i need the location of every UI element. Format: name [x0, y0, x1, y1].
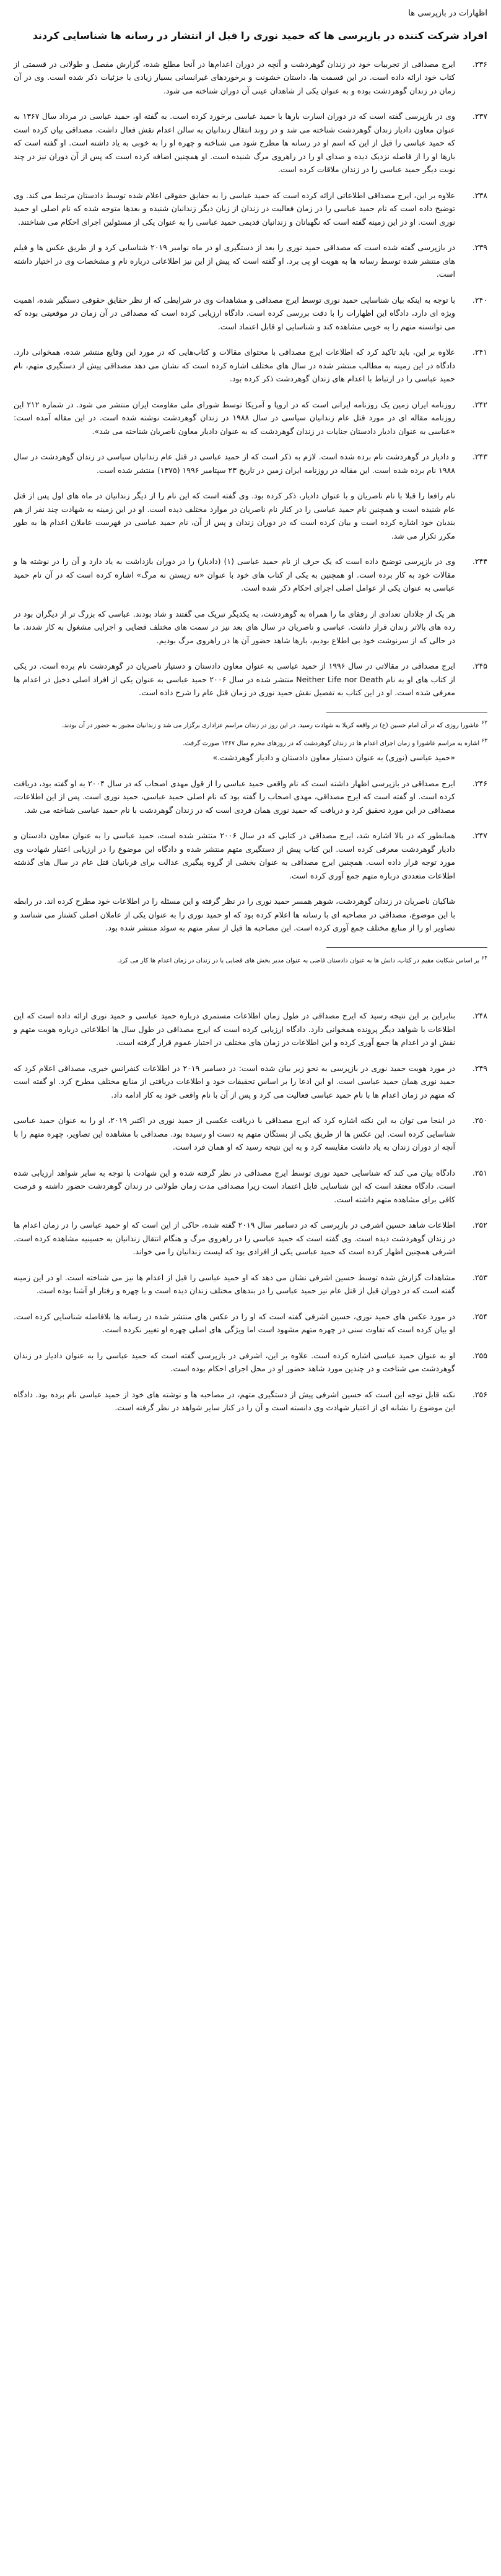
paragraph-text: وی در بازپرسی توضیح داده است که یک حرف از نام حمید عباسی (۱) (دادیار) را در دوران بازداشت به یاد دارد و آن را در نوشته ها و مقالات خود به کار برده است. او همچنین به یکی از کتاب های خود با عنوان «نه زیستن نه مرگ» اشاره کرده است که در آن نام حمید عباسی به عنوان یکی از عوامل اصلی اجرای احکام ذکر شده است. [14, 557, 455, 593]
paragraph-number: ۲۵۱. [472, 1168, 487, 1177]
paragraph [14, 1009, 487, 1049]
paragraph [14, 659, 487, 700]
footnote-number: ۶۲ [481, 719, 487, 726]
paragraph-text: در اینجا می توان به این نکته اشاره کرد که ایرج مصداقی با دریافت عکسی از حمید نوری در اکتبر ۲۰۱۹، او را به عنوان حمید عباسی شناسایی کرده است. این عکس ها از طریق یکی از بستگان متهم به دست او رسیده بود. مصداقی با مشاهده این تصاویر، چهره متهم را با آنچه از دوران زندان به یاد داشت مقایسه کرد و به این نتیجه رسید که او همان فرد است. [14, 1116, 455, 1152]
paragraph-number: ۲۵۴. [472, 1311, 487, 1321]
footnote-number: ۶۳ [481, 737, 487, 744]
paragraph [14, 1310, 487, 1337]
paragraph-block-3 [14, 1009, 487, 1415]
paragraph-text: اطلاعات شاهد حسین اشرفی در بازپرسی که در دسامبر سال ۲۰۱۹ گفته شده، حاکی از این است که او حمید عباسی را در زمان اعدام ها در زندان گوهردشت دیده است. وی گفته است که حمید عباسی را در راهروی مرگ و هنگام انتقال زندانیان به حسینیه مشاهده کرده است. اشرفی همچنین اظهار کرده است که حمید عباسی یکی از افرادی بود که لیست زندانیان را می خواند. [14, 1220, 455, 1257]
paragraph-text: در مورد عکس های حمید نوری، حسین اشرفی گفته است که او را در عکس های منتشر شده در رسانه ها بلافاصله شناسایی کرده است. او بیان کرده است که تفاوت سنی در چهره متهم مشهود است اما ویژگی های اصلی چهره او تغییر نکرده است. [14, 1311, 455, 1335]
running-head: اظهارات در بازپرسی ها [408, 9, 487, 18]
paragraph [14, 1271, 487, 1298]
paragraph-text: با توجه به اینکه بیان شناسایی حمید نوری توسط ایرج مصداقی و مشاهدات وی در شرایطی که از نظر حقایق حقوقی دستگیر شده، اهمیت ویژه ای دارد، دادگاه این اظهارات را با دقت بررسی کرده است. دادگاه ارزیابی کرده است که مصداقی در آن زمان در موقعیتی بوده که می توانسته متهم را به خوبی مشاهده کند و شناسایی او قابل اعتماد است. [14, 295, 455, 331]
paragraph [14, 1166, 487, 1207]
quote: «حمید عباسی (نوری) به عنوان دستیار معاون دادستان و دادیار گوهردشت.» [212, 753, 455, 763]
paragraph-text: نکته قابل توجه این است که حسین اشرفی پیش از دستگیری متهم، در مصاحبه ها و نوشته های خود از حمید عباسی نام برده بود. دادگاه این موضوع را نشانه ای از اعتبار شهادت وی دانسته است و آن را در کنار سایر شواهد در نظر گرفته است. [14, 1389, 455, 1413]
footnote-text: اشاره به مراسم عاشورا و زمان اجرای اعدام ها در زندان گوهردشت که در روزهای محرم سال ۱۳۶۷ صورت گرفت. [183, 740, 480, 747]
footnote [14, 737, 487, 748]
paragraph-number: ۲۴۰. [472, 295, 487, 305]
footnote [14, 719, 487, 731]
paragraph [14, 489, 487, 542]
footnotes-block-1 [14, 719, 487, 749]
paragraph-number: ۲۴۳. [472, 452, 487, 462]
paragraph [14, 895, 487, 935]
paragraph-number: ۲۴۶. [472, 778, 487, 788]
paragraph-block-2 [14, 777, 487, 935]
paragraph [14, 58, 487, 98]
paragraph-number: ۲۳۸. [472, 190, 487, 200]
paragraph-number: ۲۵۲. [472, 1220, 487, 1230]
paragraph-text: نام رافعا را قبلا با نام ناصریان و با عنوان دادیار، ذکر کرده بود. وی گفته است که این نام را از دیگر زندانیان در ماه های اول پس از قتل عام شنیده است و همچنین نام حمید عباسی را در کنار نام ناصریان در موارد مختلف دیده است. او در این زمینه به شهادت چند نفر از هم بندیان خود اشاره کرده است و بیان کرده است که در دوران زندان و پس از آن، نام حمید عباسی در فهرست عاملان اعدام ها به طور مکرر تکرار می شد. [14, 491, 455, 540]
paragraph [14, 450, 487, 477]
paragraph [14, 1218, 487, 1259]
paragraph [14, 110, 487, 176]
paragraph-number: ۲۴۲. [472, 399, 487, 409]
paragraph [14, 777, 487, 817]
footnote-divider-2 [326, 947, 487, 948]
paragraph-text: علاوه بر این، ایرج مصداقی اطلاعاتی ارائه کرده است که حمید عباسی را به حقایق حقوقی اعلام شده توسط دادستان مرتبط می کند. وی توضیح داده است که نام حمید عباسی را در زمان فعالیت در زندان از زبان دیگر زندانیان شنیده و بعدها متوجه شده که نام اصلی او حمید نوری است. او در این زمینه گفته است که نگهبانان و زندانیان قدیمی حمید عباسی را به عنوان یکی از مسئولین اجرای احکام می شناختند. [14, 190, 455, 227]
paragraph-text: دادگاه بیان می کند که شناسایی حمید نوری توسط ایرج مصداقی در نظر گرفته شده و این شهادت با توجه به سایر شواهد ارزیابی شده است. دادگاه معتقد است که این شناسایی قابل اعتماد است زیرا مصداقی مدت زمان طولانی در زندان گوهردشت حضور داشته و فرصت کافی برای مشاهده متهم داشته است. [14, 1168, 455, 1204]
paragraph-text: و دادیار در گوهردشت نام برده شده است. لازم به ذکر است که از حمید عباسی در قتل عام زندانیان سیاسی در زندان گوهردشت در سال ۱۹۸۸ نام برده شده است. این مقاله در روزنامه ایران زمین در تاریخ ۲۳ سپتامبر ۱۹۹۶ (۱۳۷۵) منتشر شده است. [14, 452, 455, 475]
paragraph-number: ۲۴۵. [472, 661, 487, 671]
paragraph-number: ۲۳۷. [472, 111, 487, 121]
paragraph [14, 293, 487, 334]
paragraph-number: ۲۳۹. [472, 243, 487, 253]
paragraph [14, 398, 487, 438]
paragraph-text: در بازپرسی گفته شده است که مصداقی حمید نوری را بعد از دستگیری او در ماه نوامبر ۲۰۱۹ شناسایی کرد و از طریق عکس ها و فیلم های منتشر شده توسط رسانه ها به هویت او پی برد. او گفته است که پیش از این نیز اطلاعاتی درباره نام و مشخصات وی در اختیار داشته است. [14, 243, 455, 279]
footnote-number: ۶۴ [481, 955, 487, 961]
footnote-text: عاشورا روزی که در آن امام حسین (ع) در واقعه کربلا به شهادت رسید. در این روز در زندان مراسم عزاداری برگزار می شد و زندانیان مجبور به حضور در آن بودند. [62, 721, 480, 729]
paragraph-number: ۲۴۸. [472, 1011, 487, 1021]
footnote [14, 954, 487, 966]
paragraph-number: ۲۴۹. [472, 1063, 487, 1073]
paragraph-number: ۲۳۶. [472, 59, 487, 69]
paragraph-number: ۲۵۰. [472, 1116, 487, 1125]
section-title: افراد شرکت کننده در بازپرسی ها که حمید نوری را قبل از انتشار در رسانه ها شناسایی کردند [32, 30, 487, 41]
paragraph-number: ۲۴۷. [472, 831, 487, 841]
paragraph [14, 189, 487, 229]
footnote-text: بر اساس شکایت مقیم در کتاب، دانش ها به عنوان دادستان قاضی به عنوان مدیر بخش های قضایی یا در زندان در زمان اعدام ها کار می کرد. [117, 957, 480, 965]
paragraph-text: شاکیان ناصریان در زندان گوهردشت، شوهر همسر حمید نوری را در نظر گرفته و این مسئله را در اطلاعات خود مطرح کرده اند. در رابطه با این موضوع، مصداقی در مصاحبه ای با رسانه ها اعلام کرده بود که او حمید نوری را به عنوان یکی از عاملان اصلی کشتار می شناسد و تصاویر او را از منابع مختلف جمع آوری کرده است. این مصاحبه ها قبل از سفر متهم به سوئد منتشر شده بود. [14, 896, 455, 933]
paragraph [14, 1114, 487, 1154]
paragraph [14, 1349, 487, 1376]
paragraph [14, 1062, 487, 1102]
paragraph-text: هر یک از جلادان تعدادی از رفقای ما را همراه به گوهردشت، به یکدیگر تبریک می گفتند و شاد بودند. عباسی که بزرگ تر از دیگران بود در رده های بالاتر زندان قرار داشت. عباسی و ناصریان در سال های بعد نیز در سمت های مختلف قضایی و اجرایی مشغول به کار شدند. ما در حالی که از سرنوشت خود بی اطلاع بودیم، بارها شاهد حضور آن ها در راهروی مرگ بودیم. [14, 609, 455, 645]
paragraph [14, 607, 487, 648]
paragraph [14, 345, 487, 386]
paragraph-number: ۲۵۳. [472, 1272, 487, 1282]
paragraph [14, 829, 487, 882]
paragraph-block-1 [14, 58, 487, 700]
paragraph-text: وی در بازپرسی گفته است که در دوران اسارت بارها با حمید عباسی برخورد کرده است. به گفته او، حمید عباسی در مرداد سال ۱۳۶۷ به عنوان معاون دادیار زندان گوهردشت شناخته می شد و در روند انتقال زندانیان به سالن اعدام نقش فعال داشت. مصداقی بیان کرده است که حمید عباسی را قبل از این که اسم او در رسانه ها مطرح شود می شناخته و چهره او را به خوبی به یاد داشته است. او گفته است که بارها او را از فاصله نزدیک دیده و صدای او را در راهروی مرگ شنیده است. او همچنین اضافه کرده است که پس از آن دوران نیز در چند نوبت دیگر حمید عباسی را در زندان ملاقات کرده است. [14, 111, 456, 175]
footnote-divider [326, 712, 487, 713]
paragraph-text: بنابراین بر این نتیجه رسید که ایرج مصداقی در طول زمان اطلاعات مستمری درباره حمید عباسی و حمید نوری ارائه داده است که این اطلاعات با شواهد دیگر پرونده همخوانی دارد. دادگاه ارزیابی کرده است که ایرج مصداقی در طول سال ها اطلاعاتی درباره هویت متهم و نقش او در اعدام ها جمع آوری کرده و این اطلاعات در زمان های مختلف در اختیار عموم قرار گرفته است. [14, 1011, 455, 1047]
paragraph-text: او به عنوان حمید عباسی اشاره کرده است. علاوه بر این، اشرفی در بازپرسی گفته است که حمید عباسی را به عنوان دادیار در زندان گوهردشت می شناخت و در چندین مورد شاهد حضور او در محل اجرای احکام بوده است. [14, 1350, 455, 1374]
paragraph-text: مشاهدات گزارش شده توسط حسین اشرفی نشان می دهد که او حمید عباسی را قبل از اعدام ها نیز می شناخته است. او در این زمینه گفته است که در دوران قبل از قتل عام نیز حمید عباسی را در بندهای مختلف زندان دیده است و با چهره و رفتار او آشنا بوده است. [14, 1272, 455, 1296]
paragraph-text: روزنامه ایران زمین یک روزنامه ایرانی است که در اروپا و آمریکا توسط شورای ملی مقاومت ایران منتشر می شود. در شماره ۲۱۲ این روزنامه مقاله ای در مورد قتل عام زندانیان سیاسی در سال ۱۹۸۸ در زندان گوهردشت نوشته شده است. در این مقاله آمده است: «عباسی به عنوان دادیار دادستان جنایات در زندان گوهردشت که به عنوان دادیار معاون ناصریان شناخته می شد». [14, 399, 456, 436]
paragraph-number: ۲۵۶. [472, 1389, 487, 1399]
footnotes-block-2 [14, 954, 487, 966]
paragraph [14, 241, 487, 281]
paragraph-text: همانطور که در بالا اشاره شد، ایرج مصداقی در کتابی که در سال ۲۰۰۶ منتشر شده است، حمید عباسی را به عنوان معاون دادستان و دادیار گوهردشت معرفی کرده است. این کتاب پیش از دستگیری متهم منتشر شده و دادگاه این موضوع را در ارزیابی اعتبار شهادت وی مورد توجه قرار داده است. همچنین ایرج مصداقی به عنوان بخشی از گروه پیگیری عدالت برای قربانیان قتل عام در سال های گذشته اطلاعات متعددی درباره متهم جمع آوری کرده است. [14, 831, 456, 880]
paragraph-text: ایرج مصداقی از تجربیات خود در زندان گوهردشت و آنچه در دوران اعدام‌ها در آنجا مطلع شده، گزارش مفصل و طولانی در قسمتی از کتاب خود ارائه داده است. در این قسمت ها، داستان خشونت و برخوردهای غیرانسانی بسیار زیادی با جزئیات ذکر شده است. وی در آن زمان در زندان گوهردشت بوده و به عنوان یکی از شاهدان عینی آن دوران شناخته می شود. [14, 59, 455, 95]
paragraph [14, 555, 487, 595]
paragraph-number: ۲۴۱. [472, 347, 487, 357]
paragraph-number: ۲۵۵. [472, 1350, 487, 1360]
paragraph-text: ایرج مصداقی در مقالاتی در سال ۱۹۹۶ از حمید عباسی به عنوان معاون دادستان و دستیار ناصریان در گوهردشت نام برده است. در یکی از کتاب های او به نام Neither Life nor Death منتشر شده در سال ۲۰۰۶ حمید عباسی به عنوان یکی از افراد اصلی دخیل در اعدام ها معرفی شده است. او در این کتاب به تفصیل نقش حمید نوری در زمان قتل عام را شرح داده است. [14, 661, 455, 698]
paragraph-number: ۲۴۴. [472, 557, 487, 566]
paragraph-text: علاوه بر این، باید تاکید کرد که اطلاعات ایرج مصداقی با محتوای مقالات و کتاب‌هایی که در مورد این وقایع منتشر شده، همخوانی دارد. دادگاه در این زمینه به مطالب منتشر شده در سال های مختلف اشاره کرده است که نشان می دهد مصداقی پیش از دستگیری متهم، نام حمید عباسی را در ارتباط با اعدام های زندان گوهردشت ذکر کرده بود. [14, 347, 455, 384]
paragraph-text: ایرج مصداقی در بازپرسی اظهار داشته است که نام واقعی حمید عباسی را از قول مهدی اصحاب که در سال ۲۰۰۴ به او گفته بود، دریافت کرده است. او گفته است که ایرج مصداقی، مهدی اصحاب را گفته بود که نام اصلی حمید عباسی، حمید نوری است. پس از این اطلاعات، مصداقی در این مورد تحقیق کرد و دریافت که حمید نوری همان فردی است که در زندان گوهردشت با نام حمید عباسی شناخته می شد. [14, 778, 455, 815]
page-break [14, 972, 487, 1009]
paragraph-text: در مورد هویت حمید نوری در بازپرسی به نحو زیر بیان شده است: در دسامبر ۲۰۱۹ در اطلاعات کنفرانس خبری، مصداقی اعلام کرد که حمید نوری همان حمید عباسی است. او این ادعا را بر اساس تحقیقات خود و اطلاعات دریافتی از منابع مختلف مطرح کرد. او گفته است که متهم در زمان اعدام ها با نام حمید عباسی فعالیت می کرد و پس از آن با نام واقعی خود به کار ادامه داد. [14, 1063, 455, 1099]
paragraph [14, 1388, 487, 1415]
